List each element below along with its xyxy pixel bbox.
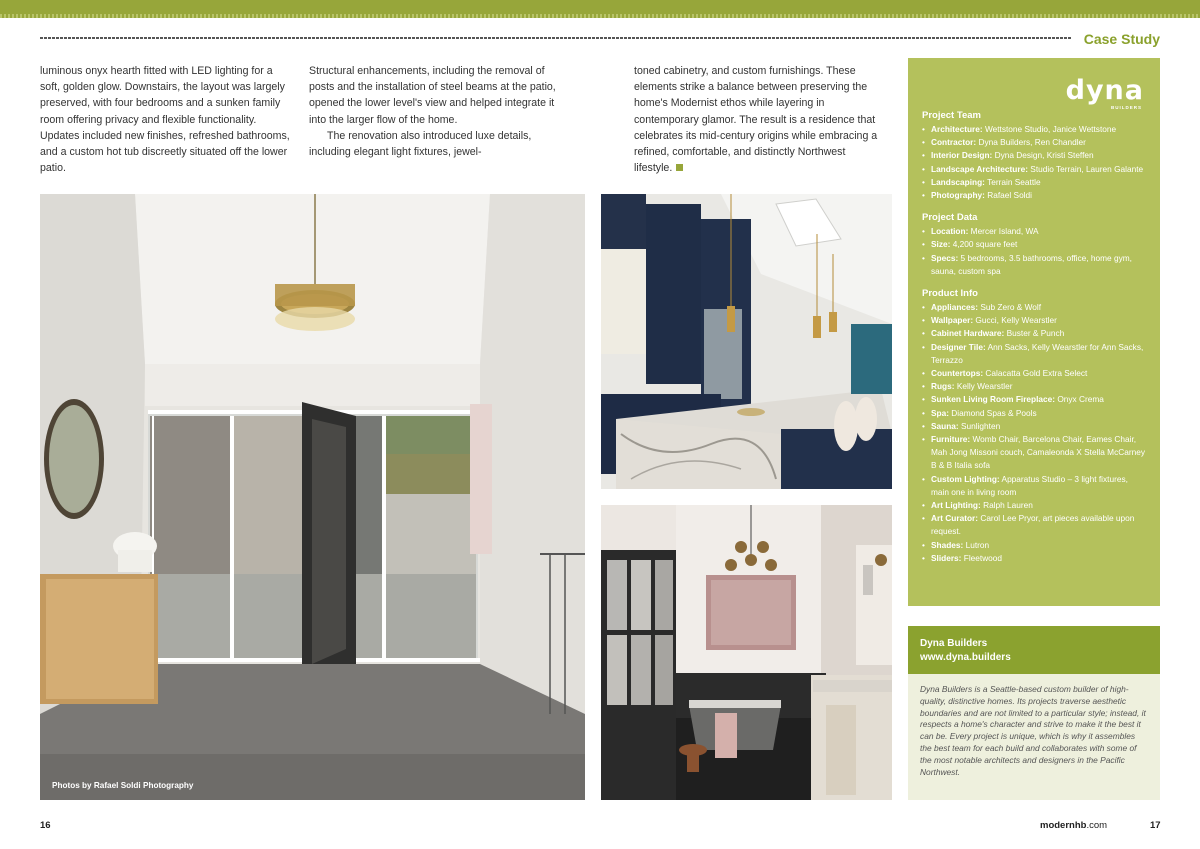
list-item: • Size: 4,200 square feet (922, 238, 1148, 251)
logo-subtitle: BUILDERS (1110, 105, 1142, 110)
list-item: • Shades: Lutron (922, 539, 1148, 552)
photo-credit: Photos by Rafael Soldi Photography (52, 781, 194, 790)
kitchen-photo (601, 194, 892, 489)
article-paragraph: The renovation also introduced luxe details, including elegant light fixtures, jewel- (309, 129, 532, 159)
bathroom-photo (601, 505, 892, 800)
list-item: • Specs: 5 bedrooms, 3.5 bathrooms, office, home gym, sauna, custom spa (922, 252, 1148, 278)
project-team-list (922, 123, 1148, 202)
header-rule (40, 37, 1072, 39)
project-data-heading: Project Data (922, 212, 978, 224)
section-label: Case Study (1083, 31, 1160, 47)
page-number-left: 16 (40, 820, 51, 831)
list-item: • Wallpaper: Gucci, Kelly Wearstler (922, 314, 1148, 327)
end-mark-icon (676, 164, 683, 171)
list-item: • Sliders: Fleetwood (922, 552, 1148, 565)
list-item: • Custom Lighting: Apparatus Studio – 3 light fixtures, main one in living room (922, 473, 1148, 499)
list-item: • Contractor: Dyna Builders, Ren Chandler (922, 136, 1148, 149)
dyna-builders-logo (1062, 76, 1144, 116)
project-team-heading: Project Team (922, 110, 981, 121)
product-info-list (922, 301, 1148, 565)
project-sidebar (908, 58, 1160, 606)
list-item: • Countertops: Calacatta Gold Extra Select (922, 367, 1148, 380)
product-info-heading: Product Info (922, 288, 978, 300)
list-item: • Landscape Architecture: Studio Terrain, Lauren Galante (922, 163, 1148, 176)
top-bar-pattern (0, 14, 1200, 18)
article-paragraph: luminous onyx hearth fitted with LED lighting for a soft, golden glow. Downstairs, the layout was largely preserved, with four bedrooms and a sunken family room offering privacy and flexible functionality. Updates included new finishes, refreshed bathrooms, and a custom hot tub discreetly situated off the lower patio. (40, 65, 290, 175)
entry-photo (40, 194, 585, 800)
list-item: • Landscaping: Terrain Seattle (922, 176, 1148, 189)
article-paragraph: Structural enhancements, including the removal of posts and the installation of steel beams at the patio, opened the lower level's view and helped integrate it into the larger flow of the home. (309, 65, 556, 126)
company-description: Dyna Builders is a Seattle-based custom builder of high-quality, distinctive homes. Its projects traverse aesthetic boundaries and are not limited to a particular style; instead, it respects a home's character and strive to make it the best it can be. Every project is unique, which is why it assembles the best team for each build and collaborates with some of the most notable architects and designers in the Pacific Northwest. (908, 674, 1160, 800)
contact-header (908, 626, 1160, 674)
list-item: • Spa: Diamond Spas & Pools (922, 407, 1148, 420)
list-item: • Sauna: Sunlighten (922, 420, 1148, 433)
list-item: • Rugs: Kelly Wearstler (922, 380, 1148, 393)
bathroom-photo-illustration (601, 505, 892, 800)
company-name: Dyna Builders (920, 638, 988, 649)
list-item: • Appliances: Sub Zero & Wolf (922, 301, 1148, 314)
site-url[interactable]: modernhb.com (1040, 820, 1108, 831)
list-item: • Cabinet Hardware: Buster & Punch (922, 327, 1148, 340)
page-number-right: 17 (1150, 820, 1161, 831)
kitchen-photo-illustration (601, 194, 892, 489)
article-column-2 (309, 63, 561, 160)
list-item: • Location: Mercer Island, WA (922, 225, 1148, 238)
article-paragraph-text: toned cabinetry, and custom furnishings. These elements strike a balance between preserving the home's Modernist ethos while layering in contemporary glamor. The result is a residence that celebrates its mid-century origins while embracing a refined, comfortable, and distinctly Northwest lifestyle. (634, 65, 878, 175)
logo-wordmark: dyna (1065, 75, 1144, 106)
list-item: • Photography: Rafael Soldi (922, 189, 1148, 202)
entry-photo-illustration (40, 194, 585, 800)
list-item: • Architecture: Wettstone Studio, Janice Wettstone (922, 123, 1148, 136)
company-url[interactable]: www.dyna.builders (920, 651, 1011, 663)
top-color-bar (0, 0, 1200, 18)
project-data-list (922, 225, 1148, 278)
list-item: • Furniture: Womb Chair, Barcelona Chair, Eames Chair, Mah Jong Missoni couch, Camaleonda X Stella McCarney B & B Italia sofa (922, 433, 1148, 473)
list-item: • Art Curator: Carol Lee Pryor, art pieces available upon request. (922, 512, 1148, 538)
list-item: • Art Lighting: Ralph Lauren (922, 499, 1148, 512)
list-item: • Sunken Living Room Fireplace: Onyx Crema (922, 393, 1148, 406)
list-item: • Designer Tile: Ann Sacks, Kelly Wearstler for Ann Sacks, Terrazzo (922, 341, 1148, 367)
list-item: • Interior Design: Dyna Design, Kristi Steffen (922, 149, 1148, 162)
article-column-1 (40, 63, 292, 176)
article-paragraph (634, 63, 886, 176)
article-column-3 (634, 63, 886, 176)
